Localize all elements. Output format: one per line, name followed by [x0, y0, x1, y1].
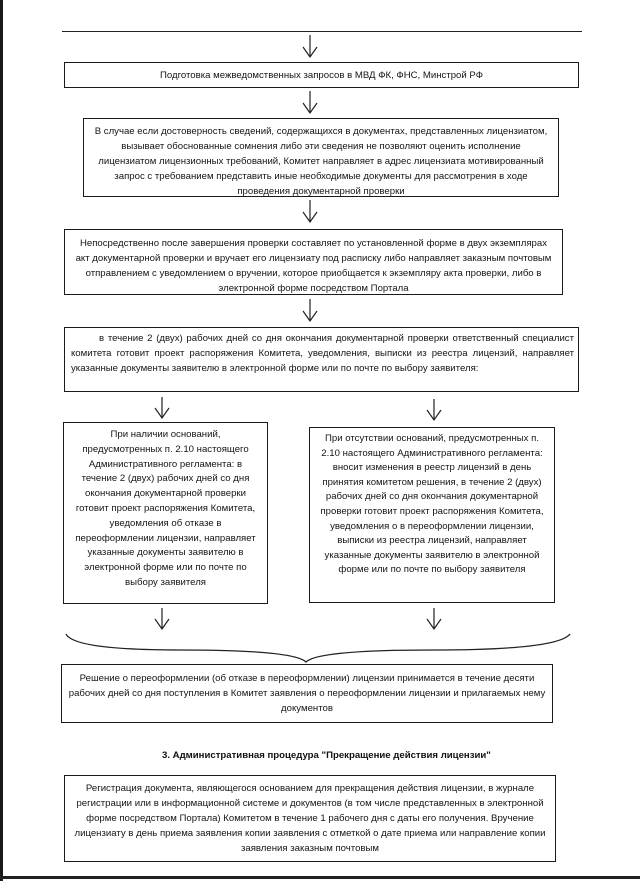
- section-heading: 3. Административная процедура "Прекращение действия лицензии": [162, 750, 491, 761]
- step-motivated-request-text: В случае если достоверность сведений, содержащихся в документах, представленных лицензиатом, вызывает обоснованные сомнения либо эти сведения не позволяют оценить исполнение лицензиатом лицензионных требований, Комитет направляет в адрес лицензиата мотивированный запрос с требованием представить иные необходимые документы для рассмотрения в ходе проведения документарной проверки: [94, 126, 548, 197]
- down-arrow-icon: [152, 396, 172, 422]
- merge-brace-icon: [60, 632, 580, 666]
- branch-refusal: [63, 422, 268, 604]
- branch-approval-text: При отсутствии оснований, предусмотренных п. 2.10 настоящего Административного регламента: вносит изменения в реестр лицензий в день принятия комитетом решения, в течение 2 (двух) рабочих дней со дня окончания документарной проверки готовит проект распоряжения Комитета, уведомления о в переоформлении лицензии, выписки из реестра лицензий, направляет указанные документы заявителю в электронной форме или по почте по выбору заявителя: [320, 433, 544, 576]
- step-motivated-request: [83, 118, 559, 197]
- down-arrow-icon: [424, 398, 444, 424]
- bottom-rule: [0, 876, 640, 879]
- down-arrow-icon: [300, 298, 320, 324]
- step-draft-order-text: в течение 2 (двух) рабочих дней со дня окончания документарной проверки ответственный специалист комитета готовит проект распоряжения Комитета, уведомления, выписки из реестра лицензий, направляет указанные документы заявителю в электронной форме или по почте по выбору заявителя:: [71, 333, 574, 374]
- down-arrow-icon: [300, 34, 320, 60]
- step-inspection-act-text: Непосредственно после завершения проверки составляет по установленной форме в двух экземплярах акт документарной проверки и вручает его лицензиату под расписку либо направляет заказным почтовым отправлением с уведомлением о вручении, которое приобщается к экземпляру акта проверки, либо в электронной форме посредством Портала: [75, 238, 552, 294]
- branch-refusal-text: При наличии оснований, предусмотренных п. 2.10 настоящего Административного регламента: в течение 2 (двух) рабочих дней со дня окончания документарной проверки готовит проект распоряжения Комитета, уведомления об отказе в переоформлении лицензии, направляет указанные документы заявителю в электронной форме или по почте по выбору заявителя: [75, 429, 256, 588]
- top-rule: [62, 31, 582, 32]
- left-page-edge: [0, 0, 3, 881]
- step-registration-text: Регистрация документа, являющегося основанием для прекращения действия лицензии, в журнале регистрации или в информационной системе и документов (в том числе представленных в электронной форме посредством Портала) Комитетом в течение 1 рабочего дня с даты его получения. Вручение лицензиату в день приема заявления копии заявления с отметкой о дате приема или направление копии заявления заказным почтовым: [74, 783, 546, 854]
- step-decision-text: Решение о переоформлении (об отказе в переоформлении) лицензии принимается в течение десяти рабочих дней со дня поступления в Комитет заявления о переоформлении лицензии и прилагаемых нему документов: [68, 673, 546, 714]
- step-inspection-act: [64, 229, 563, 295]
- step-decision: [61, 664, 553, 723]
- step-draft-order: [64, 327, 579, 392]
- down-arrow-icon: [300, 90, 320, 116]
- step-interagency-requests-text: Подготовка межведомственных запросов в МВД ФК, ФНС, Минстрой РФ: [159, 70, 484, 81]
- down-arrow-icon: [152, 607, 172, 633]
- branch-approval: [309, 427, 555, 603]
- down-arrow-icon: [424, 607, 444, 633]
- step-interagency-requests: [64, 62, 579, 88]
- step-registration: [64, 775, 556, 862]
- down-arrow-icon: [300, 199, 320, 225]
